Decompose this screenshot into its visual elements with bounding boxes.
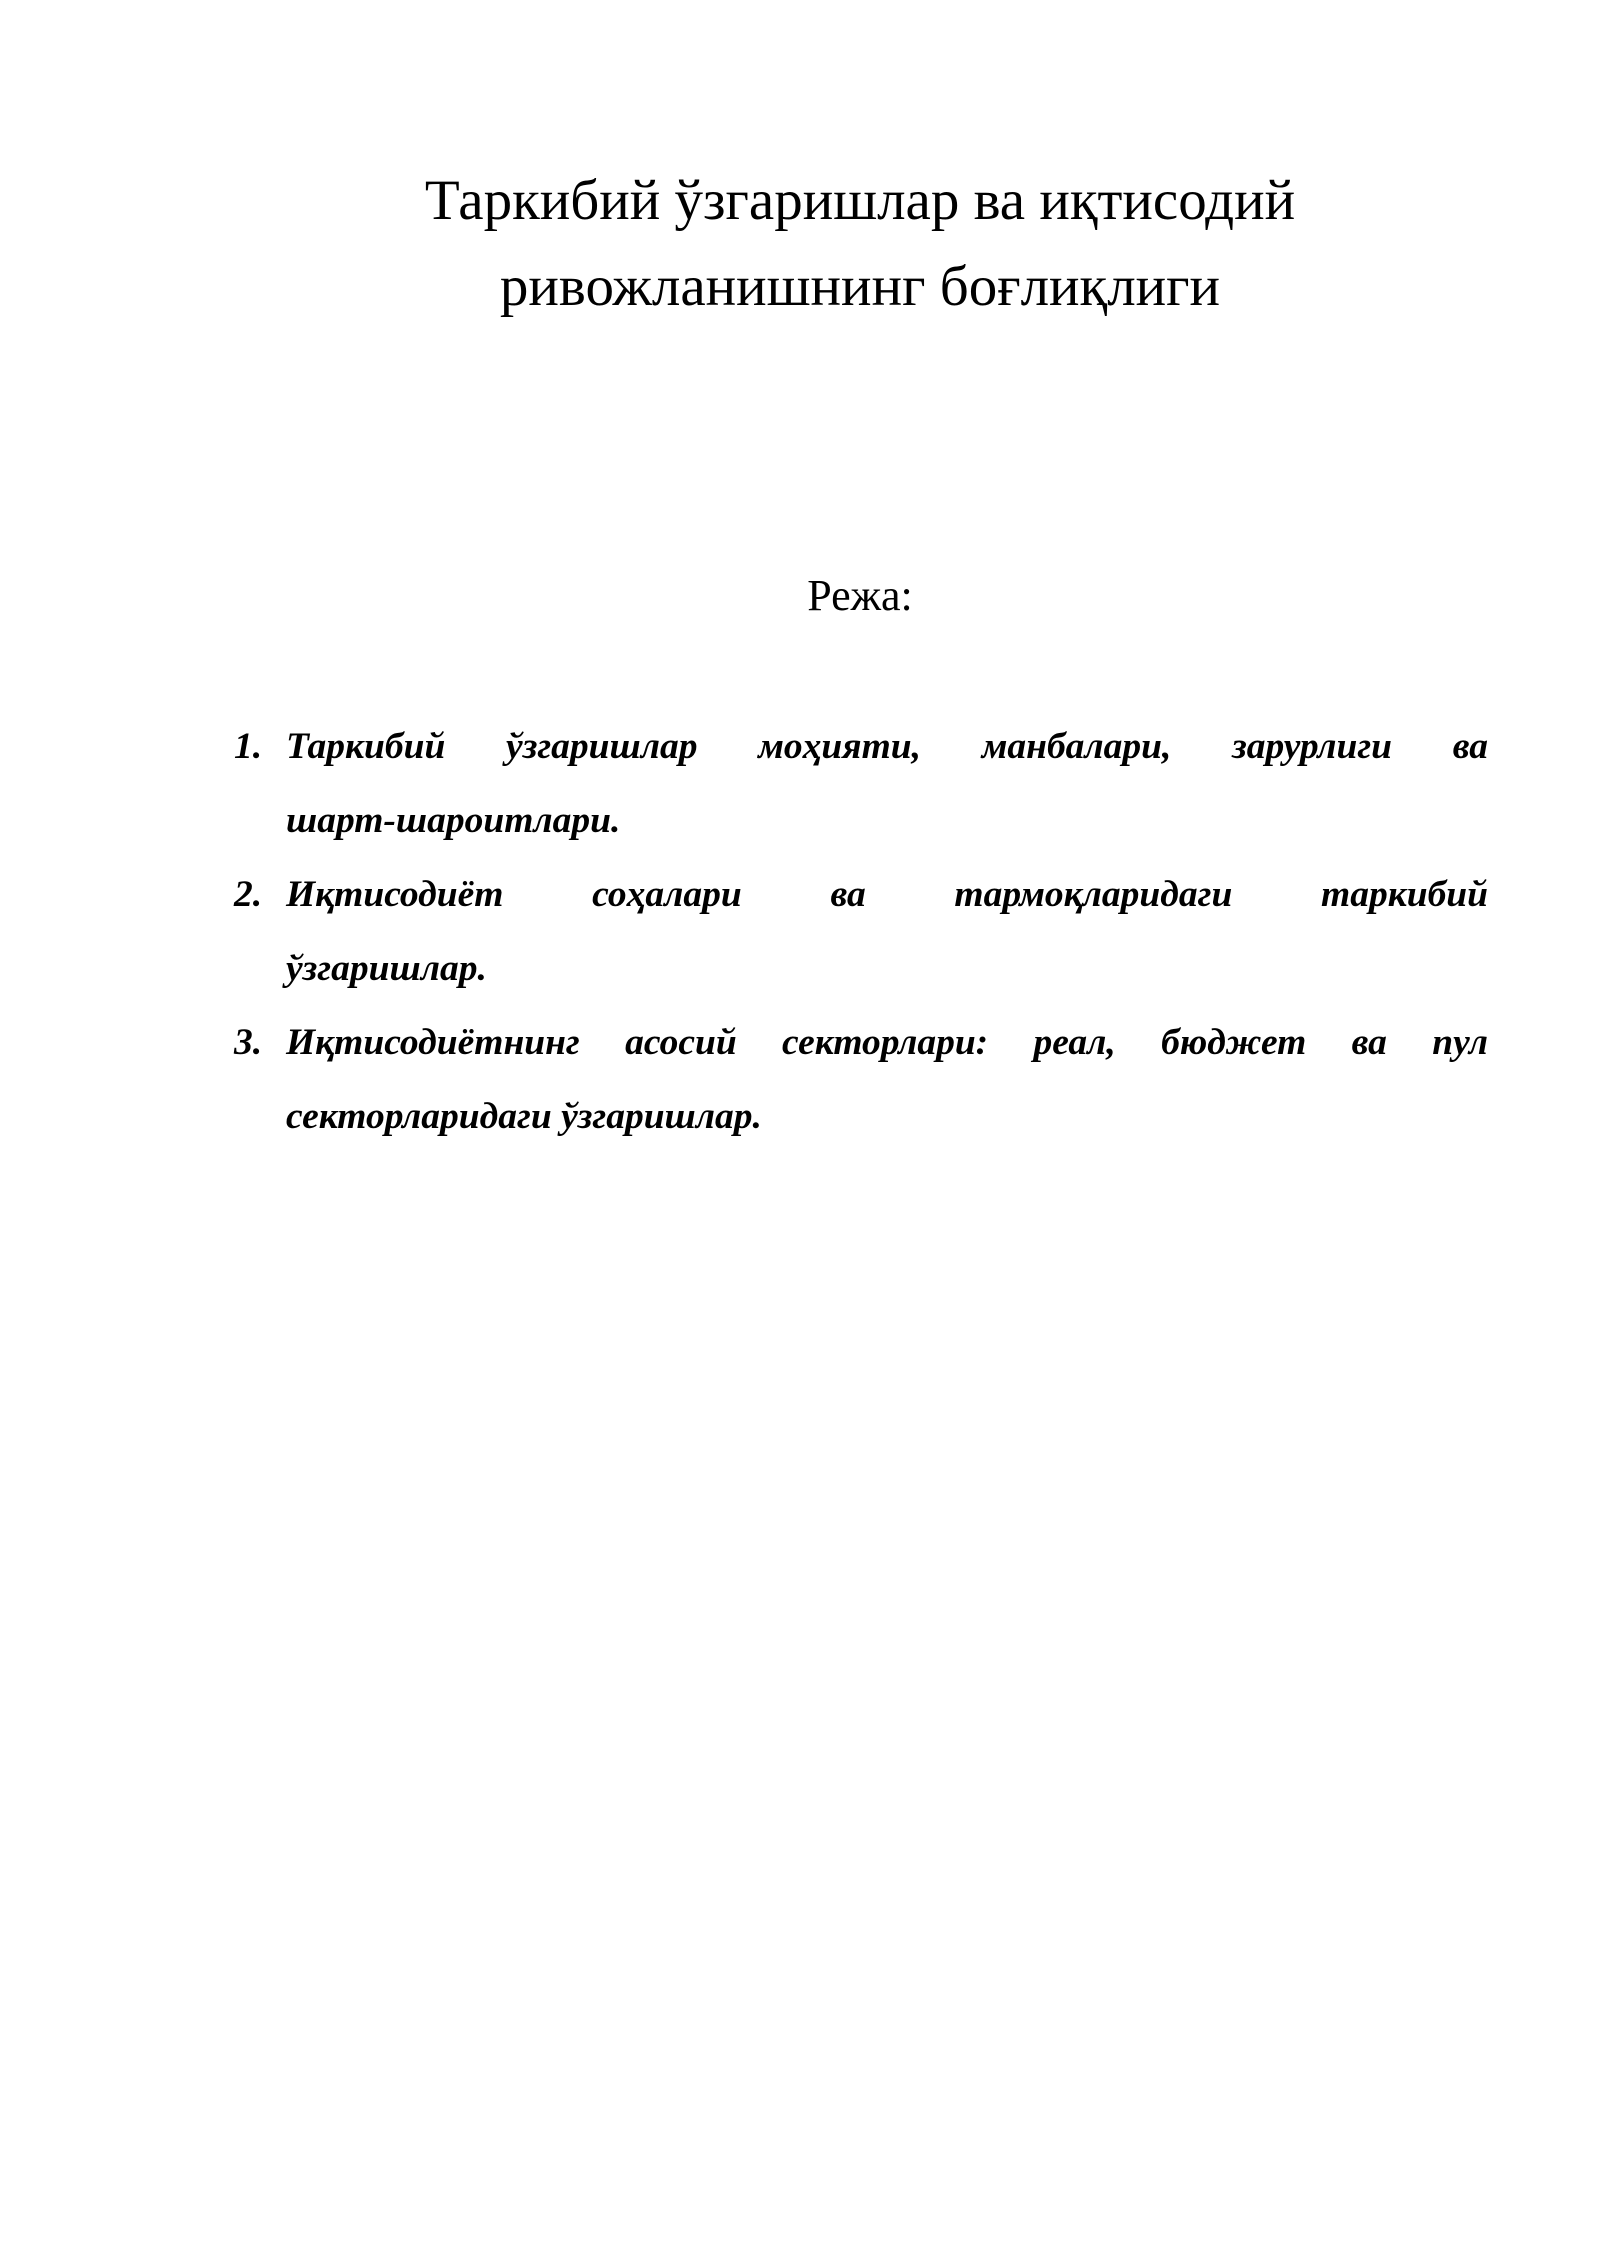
plan-item [234, 858, 1488, 1006]
title-line: Таркибий ўзгаришлар ва иқтисодий [424, 169, 1296, 232]
plan-item-line: Иқтисодиётнинг асосий секторлари: реал, бюджет ва пул [286, 1022, 1488, 1063]
plan-item-number: 3. [234, 1022, 263, 1063]
plan-item-line: ўзгаришлар. [286, 948, 487, 989]
plan-list [234, 710, 1488, 1154]
plan-item-number: 1. [234, 726, 263, 767]
title-line: ривожланишнинг боғлиқлиги [499, 255, 1221, 318]
plan-item-line: Таркибий ўзгаришлар моҳияти, манбалари, зарурлиги ва [286, 726, 1488, 767]
plan-item-line: Иқтисодиёт соҳалари ва тармоқларидаги таркибий [286, 874, 1488, 915]
plan-item-line: шарт-шароитлари. [286, 800, 621, 841]
plan-heading: Режа: [807, 571, 913, 620]
plan-item [234, 710, 1488, 858]
plan-item-line: секторларидаги ўзгаришлар. [286, 1096, 762, 1137]
plan-item-number: 2. [234, 874, 263, 915]
plan-item [234, 1006, 1488, 1154]
document-title [300, 158, 1420, 330]
